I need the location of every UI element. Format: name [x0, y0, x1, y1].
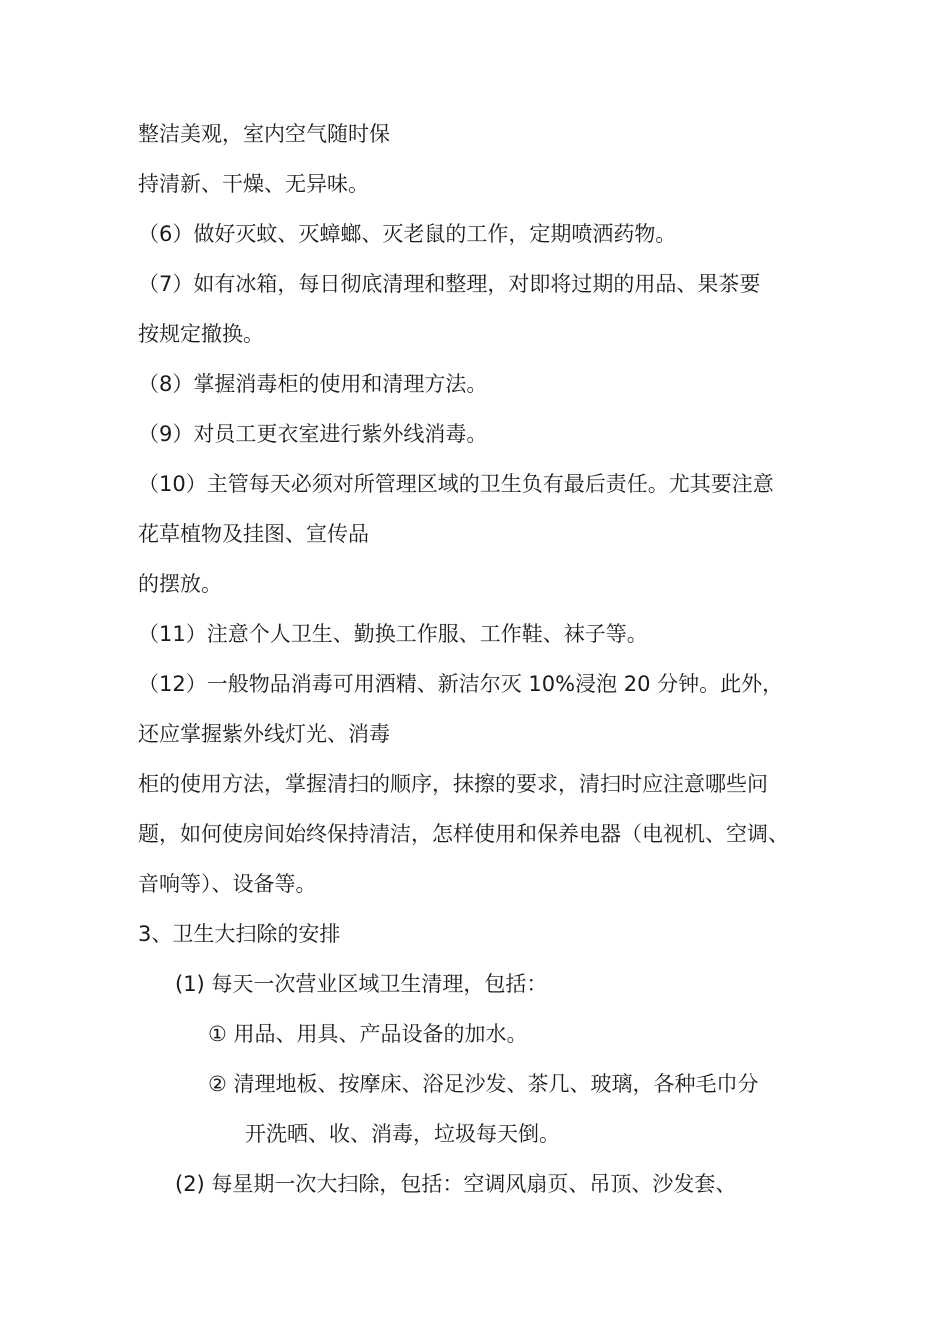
list-item: （8）掌握消毒柜的使用和清理方法。: [138, 372, 488, 396]
list-item: （10）主管每天必须对所管理区域的卫生负有最后责任。尤其要注意: [138, 472, 774, 496]
list-item: （7）如有冰箱，每日彻底清理和整理，对即将过期的用品、果茶要: [138, 272, 761, 296]
list-item: (2) 每星期一次大扫除，包括：空调风扇页、吊顶、沙发套、: [175, 1172, 737, 1196]
list-item: (1) 每天一次营业区域卫生清理，包括：: [175, 972, 548, 996]
text-line: 题，如何使房间始终保持清洁，怎样使用和保养电器（电视机、空调、: [138, 822, 789, 846]
text-line: 花草植物及挂图、宣传品: [138, 522, 369, 546]
text-line: 还应掌握紫外线灯光、消毒: [138, 722, 390, 746]
text-line: 持清新、干燥、无异味。: [138, 172, 369, 196]
list-item: （9）对员工更衣室进行紫外线消毒。: [138, 422, 488, 446]
section-heading: 3、卫生大扫除的安排: [138, 922, 341, 946]
list-item: （11）注意个人卫生、勤换工作服、工作鞋、袜子等。: [138, 622, 648, 646]
text-line: 柜的使用方法，掌握清扫的顺序，抹擦的要求，清扫时应注意哪些问: [138, 772, 768, 796]
text-line: 音响等）、设备等。: [138, 872, 317, 896]
text-line: 的摆放。: [138, 572, 222, 596]
sub-list-item: ② 清理地板、按摩床、浴足沙发、茶几、玻璃，各种毛巾分: [208, 1072, 759, 1096]
text-line: 开洗晒、收、消毒，垃圾每天倒。: [245, 1122, 560, 1146]
list-item: （6）做好灭蚊、灭蟑螂、灭老鼠的工作，定期喷洒药物。: [138, 222, 677, 246]
text-line: 整洁美观，室内空气随时保: [138, 122, 390, 146]
sub-list-item: ① 用品、用具、产品设备的加水。: [208, 1022, 528, 1046]
text-line: 按规定撤换。: [138, 322, 264, 346]
list-item: （12）一般物品消毒可用酒精、新洁尔灭 10%浸泡 20 分钟。此外，: [138, 672, 784, 696]
